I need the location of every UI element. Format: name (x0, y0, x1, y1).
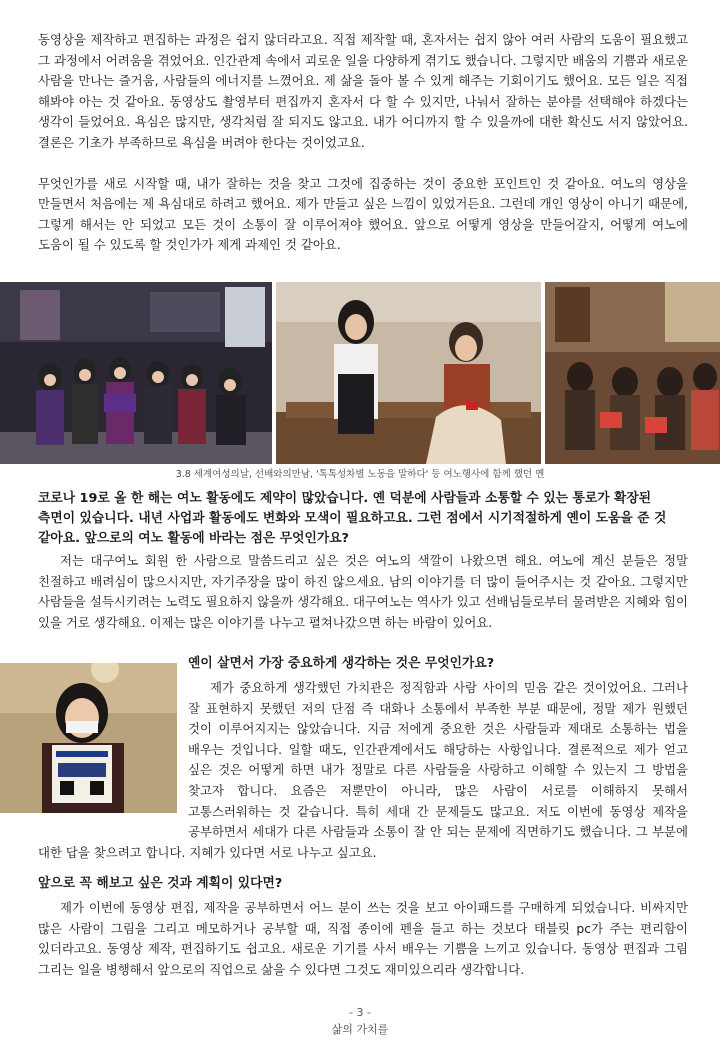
paragraph-2: 무엇인가를 새로 시작할 때, 내가 잘하는 것을 찾고 그것에 집중하는 것이 중요한 포인트인 것 같아요. 여노의 영상을 만들면서 처음에는 제 욕심대로 하려고 했어요. 제가 만들고 싶은 느낌이 있었거든요. 그런데 개인 영상이 아니기 때문에, 그렇게 해서는 안 되었고 모든 것이 소통이 잘 이루어져야 했어요. 앞으로 어떻게 영상을 만들어갈지, 어떻게 여노에 도움이 될 수 있도록 할 것인가가 제게 과제인 것 같아요. (38, 175, 688, 253)
question-1: 코로나 19로 올 한 해는 여노 활동에도 제약이 많았습니다. 옌 덕분에 사람들과 소통할 수 있는 통로가 확장된 측면이 있습니다. 내년 사업과 활동에도 변화와 모색이 필요하고요. 그런 점에서 시기적절하게 옌이 도움을 준 것 같아요. 앞으로의 여노 활동에 바라는 점은 무엇인가요? (38, 491, 667, 546)
photo-caption: 3.8 세계여성의날, 선배와의만남, '톡톡성차별 노동을 말하다' 등 여노행사에 함께 했던 옌 (175, 469, 545, 480)
answer-2: 제가 중요하게 생각했던 가치관은 정직함과 사람 사이의 믿음 같은 것이었어요. 그러나 잘 표현하지 못했던 저의 단점 즉 대화나 소통에서 부족한 부분 때문에, 정말 제가 원했던 것이 이루어지지는 않았습니다. 지금 저에게 중요한 것은 사람들과 제대로 소통하는 법을 배우는 것입니다. 일할 때도, 인간관계에서도 해당하는 사항입니다. 결론적으로 제가 얻고 싶은 것은 어떻게 하면 내가 정말로 다른 사람들을 사랑하고 이해할 수 있는지 그 방법을 찾고자 합니다. 요즘은 저뿐만이 아니라, 많은 사람이 서로를 이해하지 못해서 고통스러워하는 것 같습니다. 특히 세대 간 문제들도 많고요. 저도 이번에 동영상 제작을 공부하면서 세대가 다른 사람들과 소통이 잘 안 되는 문제에 직면하기도 했습니다. 그 부분에 대한 답을 찾으려고 합니다. 지혜가 있다면 서로 나누고 싶고요. (38, 680, 688, 860)
photo-strip (0, 282, 720, 464)
interview-section-2 (38, 654, 688, 863)
footer-title: 삶의 가치를 (331, 1023, 389, 1036)
photo-talk-event (545, 282, 720, 464)
paragraph-1: 동영상을 제작하고 편집하는 과정은 쉽지 않더라고요. 직접 제작할 때, 혼자서는 쉽지 않아 여러 사람의 도움이 필요했고 그 과정에서 어려움을 겪었어요. 인간관계 속에서 괴로운 일을 다양하게 겪기도 했습니다. 그렇지만 배움의 기쁨과 새로운 사람을 만나는 즐거움, 사람들의 에너지를 느꼈어요. 제 삶을 돌아 볼 수 있게 해주는 기회이기도 했어요. 모든 일은 직접 해봐야 아는 것 같아요. 동영상도 촬영부터 편집까지 혼자서 다 할 수 있지만, 나눠서 잘하는 분야를 선택해야 하겠다는 생각이 들었어요. 욕심은 많지만, 생각처럼 잘 되지도 않고요. 내가 어디까지 할 수 있을까에 대한 확신도 서지 않았어요. 결론은 기초가 부족하므로 욕심을 버려야 한다는 것이었고요. (38, 32, 689, 150)
interview-section-1 (38, 489, 688, 633)
photo-womens-day (0, 282, 272, 464)
interview-section-3 (38, 874, 688, 980)
answer-1: 저는 대구여노 회원 한 사람으로 말씀드리고 싶은 것은 여노의 색깔이 나왔으면 해요. 여노에 계신 분들은 정말 친절하고 배려심이 많으시지만, 자기주장을 많이 하진 않으세요. 남의 이야기를 더 많이 들어주시는 것 같아요. 그렇지만 사람들을 설득시키려는 노력도 필요하지 않을까 생각해요. 대구여노는 역사가 있고 선배님들로부터 물려받은 지혜와 힘이 있을 거로 생각해요. 이제는 많은 이야기를 나누고 펼쳐나갔으면 하는 바람이 있어요. (38, 553, 688, 630)
question-3: 앞으로 꼭 해보고 싶은 것과 계획이 있다면? (38, 876, 283, 891)
answer-3: 제가 이번에 동영상 편집, 제작을 공부하면서 어느 분이 쓰는 것을 보고 아이패드를 구매하게 되었습니다. 비싸지만 많은 사람이 그림을 그리고 메모하거나 공부할 때, 직접 종이에 펜을 들고 하는 것보다 태블릿 pc가 주는 편리함이 있더라고요. 동영상 제작, 편집하기도 쉽고요. 새로운 기기를 사서 배우는 기쁨을 느끼고 있습니다. 동영상 편집과 그림 그리는 일을 병행해서 앞으로의 직업으로 삶을 수 있다면 그것도 재미있으리라 생각합니다. (38, 900, 688, 977)
portrait-spacer (38, 674, 188, 832)
photo-senior-meeting (276, 282, 541, 464)
page-number: - 3 - (349, 1006, 371, 1019)
question-2: 옌이 살면서 가장 중요하게 생각하는 것은 무엇인가요? (188, 656, 495, 671)
intro-section (38, 30, 688, 256)
